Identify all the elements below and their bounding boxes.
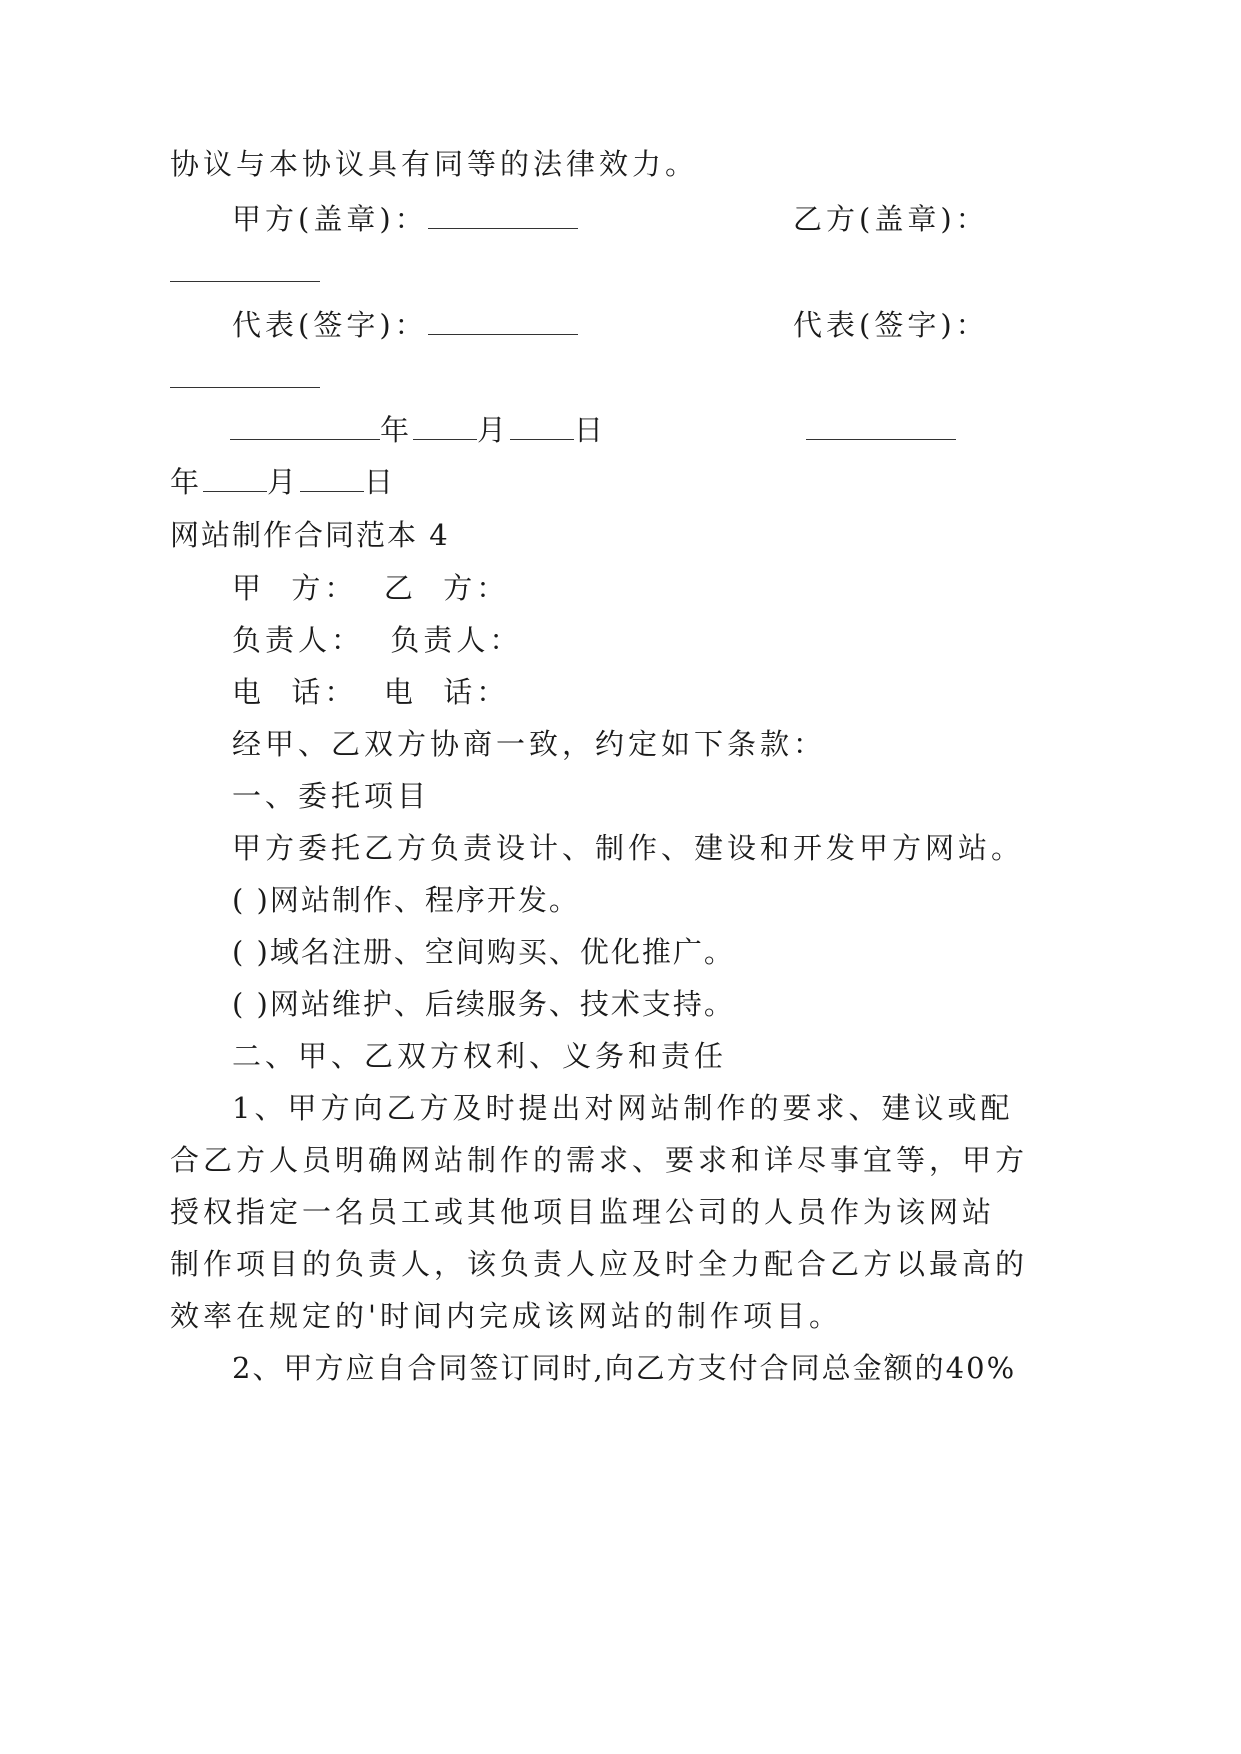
- party-a-seal-label: 甲方(盖章)：: [232, 202, 428, 236]
- party-b-rep-label: 代表(签字)：: [793, 308, 989, 342]
- para-1-line-2: 合乙方人员明确网站制作的需求、要求和详尽事宜等，甲方: [170, 1143, 1029, 1177]
- intro-line: 经甲、乙双方协商一致，约定如下条款：: [232, 727, 827, 761]
- date-blank: [806, 415, 956, 440]
- party-line: 甲 方： 乙 方：: [232, 571, 510, 605]
- section-title: 网站制作合同范本 4: [170, 518, 450, 552]
- party-b-date-line-2: [170, 462, 397, 502]
- party-b-rep-line: [170, 358, 320, 398]
- date-month: 月: [477, 413, 511, 447]
- date-blank: [510, 415, 574, 440]
- owner-line: 负责人： 负责人：: [232, 623, 523, 657]
- signature-blank: [428, 204, 578, 229]
- date-year: 年: [380, 413, 414, 447]
- para-1-line-3: 授权指定一名员工或其他项目监理公司的人员作为该网站: [170, 1195, 996, 1229]
- heading-2: 二、甲、乙双方权利、义务和责任: [232, 1039, 728, 1073]
- option-3: ( )网站维护、后续服务、技术支持。: [232, 987, 735, 1021]
- date-year: 年: [170, 465, 204, 499]
- party-b-seal-label: 乙方(盖章)：: [793, 202, 989, 236]
- phone-line: 电 话： 电 话：: [232, 675, 510, 709]
- date-blank: [300, 467, 364, 492]
- date-day: 日: [364, 465, 398, 499]
- option-1: ( )网站制作、程序开发。: [232, 883, 580, 917]
- option-2: ( )域名注册、空间购买、优化推广。: [232, 935, 735, 969]
- text-line: 协议与本协议具有同等的法律效力。: [170, 147, 699, 181]
- party-a-rep-label: 代表(签字)：: [232, 308, 428, 342]
- para-1-line-1: 1、甲方向乙方及时提出对网站制作的要求、建议或配: [232, 1091, 1014, 1125]
- date-day: 日: [574, 413, 608, 447]
- date-month: 月: [267, 465, 301, 499]
- party-a-seal-line: [232, 199, 578, 239]
- para-1-line-4: 制作项目的负责人，该负责人应及时全力配合乙方以最高的: [170, 1247, 1029, 1281]
- date-blank: [203, 467, 267, 492]
- signature-blank: [170, 363, 320, 388]
- party-b-seal-line: [170, 252, 320, 292]
- date-blank: [413, 415, 477, 440]
- signature-blank: [428, 310, 578, 335]
- date-blank: [230, 415, 380, 440]
- para-1-line-5: 效率在规定的'时间内完成该网站的制作项目。: [170, 1299, 842, 1333]
- para-2-line-1: 2、甲方应自合同签订同时,向乙方支付合同总金额的40%: [232, 1351, 1017, 1385]
- party-a-date-line: [230, 410, 607, 450]
- clause-1-text: 甲方委托乙方负责设计、制作、建设和开发甲方网站。: [232, 831, 1025, 865]
- signature-blank: [170, 257, 320, 282]
- party-a-rep-line: [232, 305, 578, 345]
- party-b-date-line: [806, 410, 956, 450]
- heading-1: 一、委托项目: [232, 779, 431, 813]
